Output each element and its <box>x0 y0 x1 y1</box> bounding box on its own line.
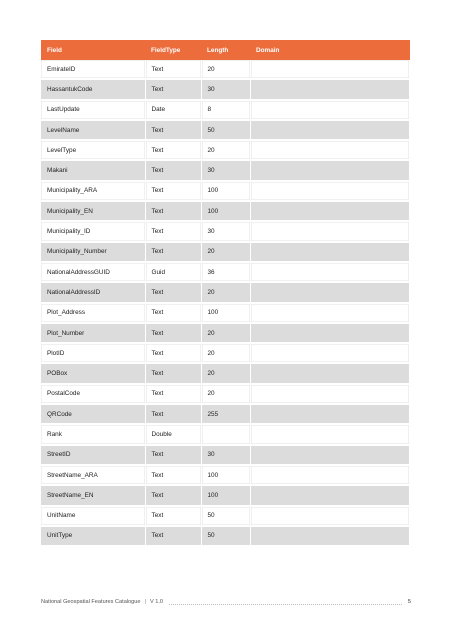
cell-domain <box>250 343 410 363</box>
cell-length: 50 <box>201 506 250 526</box>
cell-length: 30 <box>201 160 250 180</box>
table-row <box>41 100 410 120</box>
table-row <box>41 485 410 505</box>
cell-field: Municipality_ARA <box>41 181 145 201</box>
cell-field: UnitType <box>41 526 145 546</box>
footer-title: National Geospatial Features Catalogue <box>41 599 141 605</box>
cell-fieldtype: Text <box>145 343 201 363</box>
cell-length: 20 <box>201 242 250 262</box>
table-row <box>41 160 410 180</box>
cell-fieldtype: Text <box>145 201 201 221</box>
table-row <box>41 120 410 140</box>
cell-domain <box>250 100 410 120</box>
features-table <box>41 40 410 547</box>
header-length: Length <box>201 40 250 60</box>
footer-dot-leader <box>169 603 402 605</box>
table-row <box>41 506 410 526</box>
cell-fieldtype: Text <box>145 120 201 140</box>
cell-fieldtype: Text <box>145 485 201 505</box>
cell-field: Plot_Address <box>41 303 145 323</box>
cell-length: 100 <box>201 465 250 485</box>
table-row <box>41 79 410 99</box>
cell-field: StreetID <box>41 445 145 465</box>
table-row <box>41 424 410 444</box>
cell-domain <box>250 303 410 323</box>
cell-domain <box>250 282 410 302</box>
cell-length: 30 <box>201 221 250 241</box>
cell-field: Municipality_Number <box>41 242 145 262</box>
table-row <box>41 363 410 383</box>
cell-length: 36 <box>201 262 250 282</box>
cell-field: LastUpdate <box>41 100 145 120</box>
cell-field: NationalAddressID <box>41 282 145 302</box>
table-row <box>41 221 410 241</box>
cell-length: 100 <box>201 201 250 221</box>
table-row <box>41 282 410 302</box>
cell-fieldtype: Text <box>145 242 201 262</box>
cell-field: Municipality_ID <box>41 221 145 241</box>
cell-fieldtype: Text <box>145 526 201 546</box>
cell-length: 50 <box>201 120 250 140</box>
cell-domain <box>250 424 410 444</box>
cell-fieldtype: Text <box>145 445 201 465</box>
cell-domain <box>250 445 410 465</box>
cell-domain <box>250 221 410 241</box>
cell-length: 20 <box>201 140 250 160</box>
cell-fieldtype: Text <box>145 140 201 160</box>
cell-domain <box>250 506 410 526</box>
cell-length: 20 <box>201 363 250 383</box>
cell-length: 20 <box>201 323 250 343</box>
cell-field: Plot_Number <box>41 323 145 343</box>
cell-length <box>201 424 250 444</box>
cell-fieldtype: Text <box>145 506 201 526</box>
cell-length: 20 <box>201 282 250 302</box>
cell-domain <box>250 140 410 160</box>
cell-field: PostalCode <box>41 384 145 404</box>
cell-fieldtype: Text <box>145 323 201 343</box>
table-row <box>41 465 410 485</box>
cell-length: 20 <box>201 384 250 404</box>
table-row <box>41 262 410 282</box>
cell-fieldtype: Guid <box>145 262 201 282</box>
table-row <box>41 445 410 465</box>
cell-field: PlotID <box>41 343 145 363</box>
table-row <box>41 526 410 546</box>
header-fieldtype: FieldType <box>145 40 201 60</box>
cell-fieldtype: Text <box>145 384 201 404</box>
cell-fieldtype: Text <box>145 465 201 485</box>
page-number: 5 <box>407 599 411 605</box>
cell-length: 100 <box>201 181 250 201</box>
cell-fieldtype: Double <box>145 424 201 444</box>
cell-domain <box>250 384 410 404</box>
cell-domain <box>250 526 410 546</box>
cell-domain <box>250 120 410 140</box>
cell-fieldtype: Date <box>145 100 201 120</box>
cell-domain <box>250 242 410 262</box>
table-body <box>41 60 410 546</box>
cell-domain <box>250 201 410 221</box>
cell-domain <box>250 323 410 343</box>
cell-domain <box>250 465 410 485</box>
table-row <box>41 404 410 424</box>
cell-domain <box>250 160 410 180</box>
cell-field: EmirateID <box>41 60 145 79</box>
cell-fieldtype: Text <box>145 60 201 79</box>
cell-domain <box>250 262 410 282</box>
cell-field: UnitName <box>41 506 145 526</box>
cell-domain <box>250 79 410 99</box>
cell-field: POBox <box>41 363 145 383</box>
cell-domain <box>250 404 410 424</box>
cell-fieldtype: Text <box>145 181 201 201</box>
table-row <box>41 323 410 343</box>
table-row <box>41 303 410 323</box>
cell-fieldtype: Text <box>145 221 201 241</box>
cell-field: Municipality_EN <box>41 201 145 221</box>
cell-fieldtype: Text <box>145 404 201 424</box>
cell-field: Makani <box>41 160 145 180</box>
cell-fieldtype: Text <box>145 79 201 99</box>
table-row <box>41 201 410 221</box>
cell-fieldtype: Text <box>145 363 201 383</box>
cell-length: 20 <box>201 60 250 79</box>
cell-field: StreetName_ARA <box>41 465 145 485</box>
cell-fieldtype: Text <box>145 160 201 180</box>
cell-domain <box>250 181 410 201</box>
cell-domain <box>250 485 410 505</box>
cell-length: 100 <box>201 303 250 323</box>
footer-separator: | <box>144 599 146 605</box>
cell-field: QRCode <box>41 404 145 424</box>
cell-fieldtype: Text <box>145 303 201 323</box>
cell-field: HassantukCode <box>41 79 145 99</box>
cell-field: LevelName <box>41 120 145 140</box>
table-row <box>41 343 410 363</box>
cell-length: 100 <box>201 485 250 505</box>
footer-version: V 1.0 <box>149 599 164 605</box>
cell-length: 30 <box>201 79 250 99</box>
page-footer <box>41 596 411 608</box>
cell-domain <box>250 363 410 383</box>
cell-length: 20 <box>201 343 250 363</box>
cell-length: 30 <box>201 445 250 465</box>
table-row <box>41 60 410 79</box>
cell-domain <box>250 60 410 79</box>
table-row <box>41 181 410 201</box>
header-field: Field <box>41 40 145 60</box>
table-row <box>41 384 410 404</box>
table-row <box>41 140 410 160</box>
header-domain: Domain <box>250 40 410 60</box>
cell-field: LevelType <box>41 140 145 160</box>
cell-length: 50 <box>201 526 250 546</box>
cell-field: StreetName_EN <box>41 485 145 505</box>
table-row <box>41 242 410 262</box>
cell-length: 8 <box>201 100 250 120</box>
cell-length: 255 <box>201 404 250 424</box>
cell-fieldtype: Text <box>145 282 201 302</box>
cell-field: Rank <box>41 424 145 444</box>
table-header-row <box>41 40 410 60</box>
cell-field: NationalAddressGUID <box>41 262 145 282</box>
